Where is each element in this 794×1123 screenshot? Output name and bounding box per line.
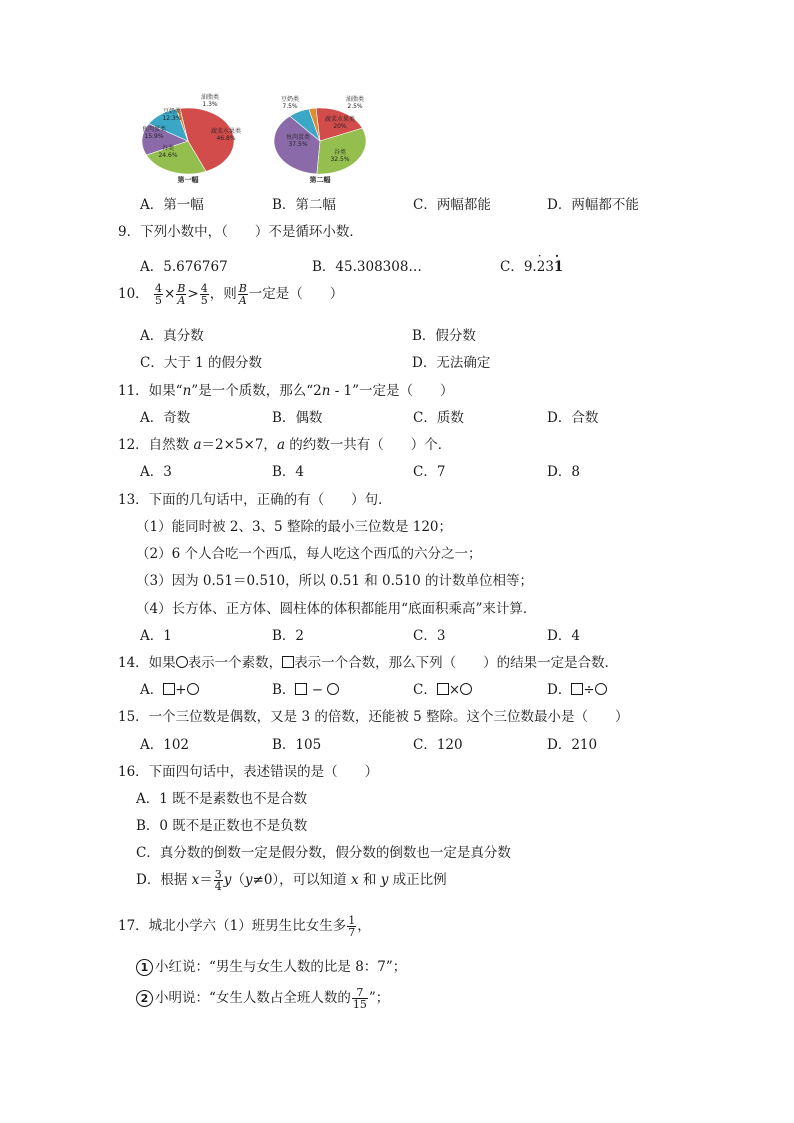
q8-option-d[interactable]: D．两幅都不能 bbox=[547, 197, 639, 213]
circled-number-2: 2 bbox=[136, 990, 153, 1007]
q13-option-a[interactable]: A．1 bbox=[140, 628, 172, 644]
q10-option-b[interactable]: B．假分数 bbox=[412, 328, 476, 344]
q12-text-3: 的约数一共有（ ）个． bbox=[285, 437, 452, 453]
q9-option-b[interactable]: B．45.308308… bbox=[312, 259, 422, 275]
q10-stem bbox=[118, 282, 343, 306]
q12-stem bbox=[118, 433, 451, 453]
q12-text-2: ＝2×5×7， bbox=[201, 437, 277, 453]
q13-item-1: （1）能同时被 2、3、5 整除的最小三位数是 120； bbox=[136, 519, 452, 535]
q14-option-d[interactable]: D． ÷ bbox=[547, 678, 607, 698]
q11-option-a[interactable]: A．奇数 bbox=[140, 410, 191, 426]
square-symbol bbox=[163, 683, 175, 695]
q17-statement-1: 1 小红说：“男生与女生人数的比是 8：7”； bbox=[136, 955, 406, 976]
q8-option-b[interactable]: B．第二幅 bbox=[272, 197, 336, 213]
q15-option-a[interactable]: A．102 bbox=[140, 737, 190, 753]
q17-statement-2: 2 小明说：“女生人数占全班人数的 $\frac{7}{15}$ ”； bbox=[136, 986, 389, 1010]
circle-symbol bbox=[327, 683, 339, 695]
q12-var-a2: a bbox=[276, 437, 285, 453]
pie-slice-label: 豆奶类 7.5% bbox=[280, 96, 300, 110]
square-symbol bbox=[295, 683, 307, 695]
q12-option-a[interactable]: A．3 bbox=[140, 464, 172, 480]
pie-slice-label: 豆奶类 12.3% bbox=[162, 108, 182, 122]
circle-symbol bbox=[595, 683, 607, 695]
q11-stem bbox=[118, 379, 454, 399]
circle-symbol bbox=[187, 683, 199, 695]
q12-var-a: a bbox=[193, 437, 202, 453]
q10-option-a[interactable]: A．真分数 bbox=[140, 328, 204, 344]
q11-text-1: 11．如果“ bbox=[118, 383, 183, 399]
q8-option-a[interactable]: A．第一幅 bbox=[140, 197, 204, 213]
q13-option-c[interactable]: C．3 bbox=[413, 628, 446, 644]
pie-caption: 第二幅 bbox=[309, 176, 331, 184]
pie-slice-label: 油脂类 2.5% bbox=[345, 96, 365, 110]
pie-slice-label: 谷类 32.5% bbox=[330, 149, 350, 163]
q10-tail: 一定是（ ） bbox=[248, 286, 344, 302]
pie-caption: 第一幅 bbox=[177, 176, 199, 184]
q10-frac3: $\frac{4}{5}$ bbox=[200, 282, 208, 307]
q17-stem: 17．城北小学六（1）班男生比女生多 $\frac{1}{7}$ ， bbox=[118, 914, 371, 939]
q14-text-2: 表示一个素数， bbox=[187, 655, 283, 671]
q11-option-d[interactable]: D．合数 bbox=[547, 410, 599, 426]
q10-times: × bbox=[163, 286, 176, 302]
circled-number-1: 1 bbox=[136, 959, 153, 976]
square-symbol bbox=[571, 683, 583, 695]
q10-frac2: $\frac{B}{A}$ bbox=[177, 282, 186, 307]
q16-option-c[interactable]: C．真分数的倒数一定是假分数，假分数的倒数也一定是真分数 bbox=[136, 845, 511, 861]
q12-option-c[interactable]: C．7 bbox=[413, 464, 446, 480]
q10-option-c[interactable]: C．大于 1 的假分数 bbox=[140, 355, 263, 371]
q14-text-3: 表示一个合数，那么下列（ ）的结果一定是合数． bbox=[294, 655, 619, 671]
circle-symbol bbox=[460, 683, 472, 695]
q14-option-b[interactable]: B． − bbox=[272, 678, 339, 698]
q13-stem: 13．下面的几句话中，正确的有（ ）句． bbox=[118, 492, 392, 508]
q15-option-d[interactable]: D．210 bbox=[547, 737, 598, 753]
pie-chart-figure bbox=[140, 93, 390, 185]
q11-text-2: ”是一个质数，那么“2 bbox=[191, 383, 322, 399]
q14-text-1: 14．如果 bbox=[118, 655, 176, 671]
q14-option-a[interactable]: A． + bbox=[140, 678, 199, 698]
q10-option-d[interactable]: D．无法确定 bbox=[412, 355, 491, 371]
pie-charts-svg bbox=[140, 93, 390, 185]
pie-slice-label: 鱼肉蛋类 15.9% bbox=[141, 126, 167, 140]
q9-c-prefix: C．9. bbox=[500, 259, 537, 275]
q11-option-b[interactable]: B．偶数 bbox=[272, 410, 323, 426]
q10-frac1: $\frac{4}{5}$ bbox=[154, 282, 162, 307]
pie-slice-label: 谷类 24.6% bbox=[158, 145, 178, 159]
q11-text-3: - 1”一定是（ ） bbox=[330, 383, 454, 399]
q13-option-b[interactable]: B．2 bbox=[272, 628, 305, 644]
q12-text-1: 12．自然数 bbox=[118, 437, 194, 453]
q9-option-a[interactable]: A．5.676767 bbox=[140, 259, 228, 275]
circle-symbol bbox=[176, 656, 188, 668]
q9-c-digit3: · 1 bbox=[554, 259, 563, 275]
pie-slice-label: 蔬菜水果类 20% bbox=[324, 116, 356, 130]
q11-var-n: n bbox=[182, 383, 192, 399]
q9-stem: 9．下列小数中，（ ）不是循环小数． bbox=[118, 224, 363, 240]
q13-item-2: （2）6 个人合吃一个西瓜，每人吃这个西瓜的六分之一； bbox=[136, 546, 482, 562]
q13-option-d[interactable]: D．4 bbox=[547, 628, 580, 644]
pie-slice-label: 蔬菜水果类 46.8% bbox=[210, 128, 242, 142]
q10-gt: > bbox=[187, 286, 199, 302]
q16-option-d[interactable]: D．根据 x＝ $\frac{3}{4}$ y（y≠0），可以知道 x 和 y 成正比例 bbox=[136, 868, 447, 893]
q9-c-digit2: 3 bbox=[545, 259, 554, 275]
q14-option-c[interactable]: C． × bbox=[413, 678, 472, 698]
q17-frac: $\frac{1}{7}$ bbox=[348, 914, 356, 939]
q15-option-c[interactable]: C．120 bbox=[413, 737, 463, 753]
square-symbol bbox=[437, 683, 449, 695]
q12-option-b[interactable]: B．4 bbox=[272, 464, 305, 480]
q11-option-c[interactable]: C．质数 bbox=[413, 410, 464, 426]
q10-mid: ，则 bbox=[209, 286, 237, 302]
q8-option-c[interactable]: C．两幅都能 bbox=[413, 197, 491, 213]
q15-option-b[interactable]: B．105 bbox=[272, 737, 322, 753]
pie-slice-label: 鱼肉蛋类 37.5% bbox=[285, 134, 311, 148]
q10-frac4: $\frac{B}{A}$ bbox=[238, 282, 247, 307]
q12-option-d[interactable]: D．8 bbox=[547, 464, 580, 480]
q13-item-4: （4）长方体、正方体、圆柱体的体积都能用“底面积乘高”来计算． bbox=[136, 601, 537, 617]
q16-stem: 16．下面四句话中，表述错误的是（ ） bbox=[118, 764, 379, 780]
square-symbol bbox=[282, 656, 294, 668]
q16-option-a[interactable]: A．1 既不是素数也不是合数 bbox=[136, 791, 308, 807]
q16-frac: $\frac{3}{4}$ bbox=[214, 868, 222, 893]
q10-number: 10． bbox=[118, 286, 149, 302]
pie-slice-label: 油脂类 1.3% bbox=[200, 94, 220, 108]
q16-option-b[interactable]: B．0 既不是正数也不是负数 bbox=[136, 818, 308, 834]
q17-frac-2: $\frac{7}{15}$ bbox=[352, 986, 367, 1011]
q9-c-digit1: · 2 bbox=[537, 259, 546, 275]
q11-var-n2: n bbox=[321, 383, 331, 399]
q14-stem bbox=[118, 651, 618, 671]
q15-stem: 15．一个三位数是偶数，又是 3 的倍数，还能被 5 整除。这个三位数最小是（ ） bbox=[118, 709, 629, 725]
q13-item-3: （3）因为 0.51＝0.510，所以 0.51 和 0.510 的计数单位相等； bbox=[136, 573, 533, 589]
q9-option-c[interactable] bbox=[500, 255, 563, 275]
